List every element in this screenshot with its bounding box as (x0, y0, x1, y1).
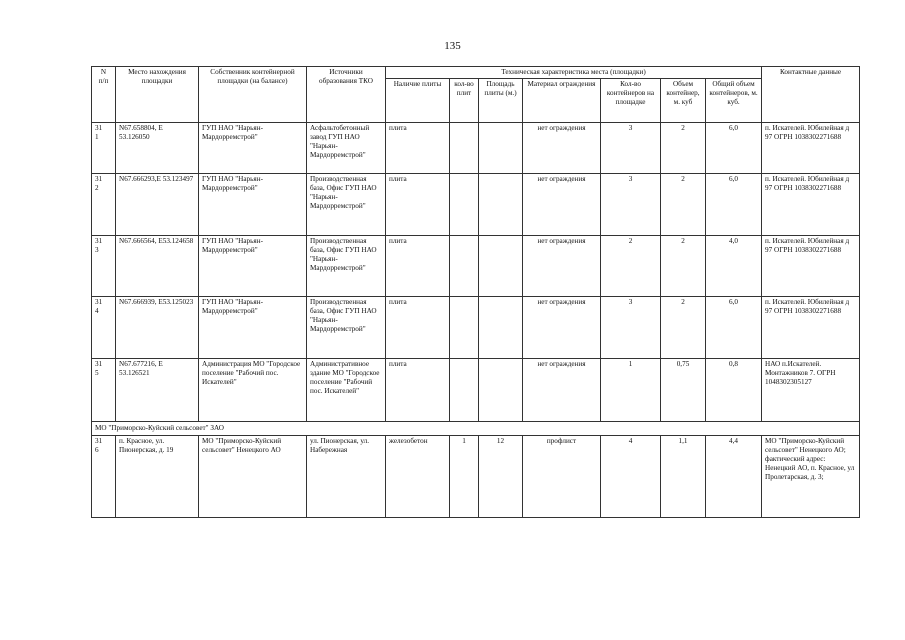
cell-plates: плита (386, 123, 450, 174)
cell-total: 4,4 (706, 436, 762, 518)
header-source: Источники образования ТКО (307, 67, 386, 123)
cell-containers: 3 (601, 174, 661, 236)
cell-total: 4,0 (706, 236, 762, 297)
cell-num: 31 3 (92, 236, 116, 297)
cell-volume: 0,75 (661, 359, 706, 422)
cell-fence: нет ограждения (523, 123, 601, 174)
cell-containers: 1 (601, 359, 661, 422)
cell-contacts: п. Искателей. Юбилейная д 97 ОГРН 1038302271688 (762, 297, 860, 359)
cell-total: 6,0 (706, 123, 762, 174)
cell-volume: 2 (661, 297, 706, 359)
cell-plates-count (450, 236, 479, 297)
cell-volume: 2 (661, 123, 706, 174)
cell-fence: нет ограждения (523, 297, 601, 359)
cell-plate-area (479, 359, 523, 422)
data-table (91, 66, 860, 518)
table-row (92, 297, 860, 359)
cell-volume: 1,1 (661, 436, 706, 518)
cell-volume: 2 (661, 236, 706, 297)
cell-plates-count (450, 359, 479, 422)
header-contacts: Контактные данные (762, 67, 860, 123)
cell-plate-area: 12 (479, 436, 523, 518)
cell-total: 6,0 (706, 297, 762, 359)
cell-volume: 2 (661, 174, 706, 236)
cell-plate-area (479, 297, 523, 359)
cell-plates-count (450, 174, 479, 236)
cell-plates-count: 1 (450, 436, 479, 518)
header-num: N п/п (92, 67, 116, 123)
cell-plates: плита (386, 359, 450, 422)
cell-contacts: НАО п.Искателей. Монтажников 7. ОГРН 1048302305127 (762, 359, 860, 422)
subheader-plates-count: кол-во плит (450, 79, 479, 123)
cell-location: п. Красное, ул. Пионерская, д. 19 (116, 436, 199, 518)
cell-num: 31 4 (92, 297, 116, 359)
cell-contacts: МО "Приморско-Куйский сельсовет" Ненецкого АО; фактический адрес: Ненецкий АО, п. Красное, ул Пролетарская, д. 3; (762, 436, 860, 518)
table-row (92, 359, 860, 422)
cell-plates-count (450, 123, 479, 174)
cell-contacts: п. Искателей. Юбилейная д 97 ОГРН 1038302271688 (762, 174, 860, 236)
cell-plate-area (479, 174, 523, 236)
cell-source: ул. Пионерская, ул. Набережная (307, 436, 386, 518)
cell-plates: плита (386, 236, 450, 297)
cell-num: 31 2 (92, 174, 116, 236)
cell-fence: нет ограждения (523, 174, 601, 236)
cell-containers: 3 (601, 123, 661, 174)
cell-source: Производственная база, Офис ГУП НАО "Нарьян-Мардорремстрой" (307, 236, 386, 297)
cell-source: Административное здание МО "Городское поселение "Рабочий пос. Искателей" (307, 359, 386, 422)
table-row (92, 123, 860, 174)
subheader-containers: Кол-во контейнеров на площадке (601, 79, 661, 123)
cell-containers: 2 (601, 236, 661, 297)
header-location: Место нахождения площадки (116, 67, 199, 123)
cell-fence: нет ограждения (523, 359, 601, 422)
cell-total: 6,0 (706, 174, 762, 236)
cell-owner: ГУП НАО "Нарьян-Мардорремстрой" (199, 297, 307, 359)
cell-num: 31 5 (92, 359, 116, 422)
subheader-plates: Наличие плиты (386, 79, 450, 123)
cell-location: N67.677216, E 53.126521 (116, 359, 199, 422)
header-row (92, 67, 860, 79)
subheader-total: Общий объем контейнеров, м. куб. (706, 79, 762, 123)
cell-location: N67.666939, E53.125023 (116, 297, 199, 359)
section-title: МО "Приморско-Куйский сельсовет" ЗАО (92, 422, 860, 436)
cell-location: N67.658804, E 53.126050 (116, 123, 199, 174)
table-row (92, 236, 860, 297)
table-row (92, 174, 860, 236)
subheader-plate-area: Площадь плиты (м.) (479, 79, 523, 123)
section-row (92, 422, 860, 436)
subheader-fence: Материал ограждения (523, 79, 601, 123)
header-owner: Собственник контейнерной площадки (на балансе) (199, 67, 307, 123)
cell-owner: ГУП НАО "Нарьян-Мардорремстрой" (199, 123, 307, 174)
cell-owner: ГУП НАО "Нарьян-Мардорремстрой" (199, 236, 307, 297)
cell-plate-area (479, 123, 523, 174)
cell-plates: железобетон (386, 436, 450, 518)
page-number: 135 (444, 40, 461, 52)
cell-location: N67.666293,E 53.123497 (116, 174, 199, 236)
cell-fence: профлист (523, 436, 601, 518)
cell-owner: ГУП НАО "Нарьян-Мардорремстрой" (199, 174, 307, 236)
cell-plates-count (450, 297, 479, 359)
subheader-volume: Объем контейнер, м. куб (661, 79, 706, 123)
cell-contacts: п. Искателей. Юбилейная д 97 ОГРН 1038302271688 (762, 236, 860, 297)
cell-containers: 3 (601, 297, 661, 359)
cell-num: 31 6 (92, 436, 116, 518)
cell-source: Производственная база, Офис ГУП НАО "Нарьян-Мардорремстрой" (307, 297, 386, 359)
cell-source: Асфальтобетонный завод ГУП НАО "Нарьян-Мардорремстрой" (307, 123, 386, 174)
cell-plates: плита (386, 297, 450, 359)
cell-total: 0,8 (706, 359, 762, 422)
cell-source: Производственная база, Офис ГУП НАО "Нарьян-Мардорремстрой" (307, 174, 386, 236)
cell-num: 31 1 (92, 123, 116, 174)
cell-owner: Администрация МО "Городское поселение "Рабочий пос. Искателей" (199, 359, 307, 422)
cell-containers: 4 (601, 436, 661, 518)
cell-owner: МО "Приморско-Куйский сельсовет" Ненецкого АО (199, 436, 307, 518)
cell-plates: плита (386, 174, 450, 236)
cell-plate-area (479, 236, 523, 297)
header-tech: Техническая характеристика места (площадки) (386, 67, 762, 79)
cell-location: N67.666564, E53.124658 (116, 236, 199, 297)
cell-contacts: п. Искателей. Юбилейная д 97 ОГРН 1038302271688 (762, 123, 860, 174)
table-row (92, 436, 860, 518)
cell-fence: нет ограждения (523, 236, 601, 297)
